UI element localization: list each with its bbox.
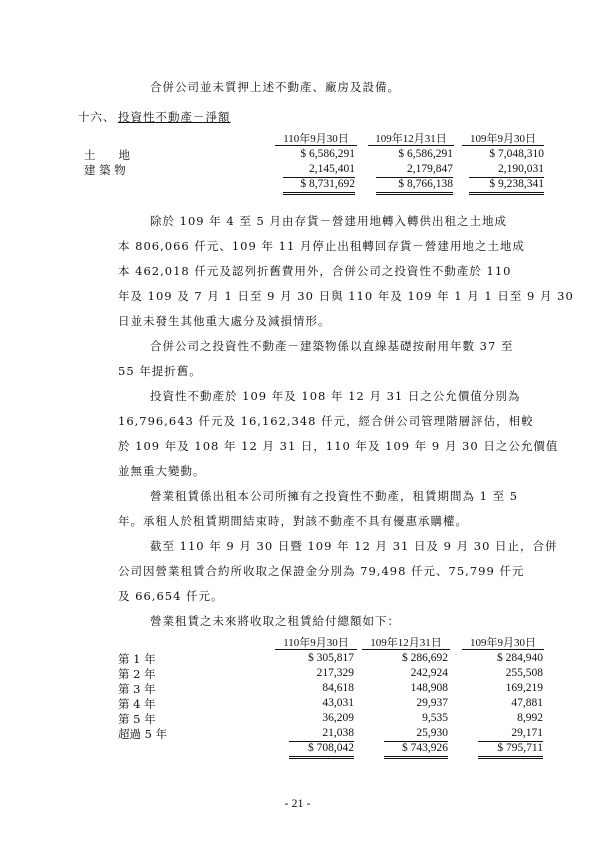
table2-cell: $ 305,817 <box>308 652 354 664</box>
table2-cell: $ 286,692 <box>402 652 448 664</box>
table1-cell: 2,190,031 <box>498 163 544 175</box>
paragraph-line: 日並未發生其他重大處分及減損情形。 <box>118 314 331 328</box>
table2-label: 第 1 年 <box>118 652 156 666</box>
table1-cell: 2,145,401 <box>309 163 355 175</box>
paragraph-line: 營業租賃係出租本公司所擁有之投資性不動產，租賃期間為 1 至 5 <box>150 489 519 503</box>
table2-total: $ 743,926 <box>402 742 448 754</box>
table2-label: 超過 5 年 <box>118 727 168 741</box>
paragraph-line: 本 806,066 仟元、109 年 11 月停止出租轉回存貨－營建用地之土地成 <box>118 239 525 253</box>
table1-header-1: 110年9月30日 <box>283 133 349 145</box>
table2-cell: 8,992 <box>517 712 543 724</box>
table2-cell: 47,881 <box>511 697 543 709</box>
table2-cell: 217,329 <box>316 667 354 679</box>
table1-cell: $ 6,586,291 <box>300 148 355 160</box>
table2-label: 第 2 年 <box>118 667 156 681</box>
table2-header-2: 109年12月31日 <box>370 637 442 649</box>
table2-total: $ 795,711 <box>497 742 543 754</box>
paragraph-line: 本 462,018 仟元及認列折舊費用外，合併公司之投資性不動產於 110 <box>118 264 512 278</box>
table1-cell: $ 7,048,310 <box>489 148 544 160</box>
table2-cell: 255,508 <box>505 667 543 679</box>
table1-cell: 2,179,847 <box>407 163 453 175</box>
table1-label-building: 建 築 物 <box>84 163 126 177</box>
table1-total: $ 8,766,138 <box>398 178 453 190</box>
paragraph-line: 投資性不動產於 109 年及 108 年 12 月 31 日之公允價值分別為 <box>150 389 521 403</box>
paragraph-line: 截至 110 年 9 月 30 日暨 109 年 12 月 31 日及 9 月 30 日止，合併 <box>150 539 558 553</box>
table2-cell: 25,930 <box>416 727 448 739</box>
paragraph-line: 16,796,643 仟元及 16,162,348 仟元，經合併公司管理階層評估，相較 <box>118 414 534 428</box>
table2-cell: 84,618 <box>322 682 354 694</box>
table2-cell: 36,209 <box>322 712 354 724</box>
table2-label: 第 5 年 <box>118 712 156 726</box>
table2-header-1: 110年9月30日 <box>283 637 349 649</box>
paragraph-line: 及 66,654 仟元。 <box>118 589 224 603</box>
table2-cell: 242,924 <box>410 667 448 679</box>
paragraph-line: 並無重大變動。 <box>118 464 206 478</box>
paragraph-line: 除於 109 年 4 至 5 月由存貨－營建用地轉入轉供出租之土地成 <box>150 214 508 228</box>
paragraph-line: 年。承租人於租賃期間結束時，對該不動產不具有優惠承購權。 <box>118 514 468 528</box>
table1-header-2: 109年12月31日 <box>375 133 447 145</box>
table2-label: 第 4 年 <box>118 697 156 711</box>
table2-cell: 148,908 <box>410 682 448 694</box>
paragraph-line: 55 年提折舊。 <box>118 364 202 378</box>
paragraph-6: 營業租賃之未來將收取之租賃給付總額如下： <box>150 614 400 628</box>
table2-cell: 21,038 <box>322 727 354 739</box>
table1-total: $ 9,238,341 <box>489 178 544 190</box>
table1-cell: $ 6,586,291 <box>398 148 453 160</box>
page-number: - 21 - <box>284 796 311 810</box>
table1-header-3: 109年9月30日 <box>470 133 536 145</box>
section-number: 十六、 <box>78 110 116 124</box>
table1-label-land: 土 地 <box>84 148 130 162</box>
table2-cell: 29,171 <box>511 727 543 739</box>
table2-cell: 9,535 <box>422 712 448 724</box>
section-title: 投資性不動產－淨額 <box>118 110 231 124</box>
paragraph-line: 年及 109 及 7 月 1 日至 9 月 30 日與 110 年及 109 年 1 月 1 日至 9 月 30 <box>118 289 574 303</box>
paragraph-line: 公司因營業租賃合約所收取之保證金分別為 79,498 仟元、75,799 仟元 <box>118 564 525 578</box>
paragraph-line: 於 109 年及 108 年 12 月 31 日，110 年及 109 年 9 月 30 日之公允價值 <box>118 439 559 453</box>
table2-label: 第 3 年 <box>118 682 156 696</box>
table2-cell: 43,031 <box>322 697 354 709</box>
table2-total: $ 708,042 <box>308 742 354 754</box>
table1-total: $ 8,731,692 <box>300 178 355 190</box>
table2-cell: 29,937 <box>416 697 448 709</box>
table2-cell: $ 284,940 <box>497 652 543 664</box>
table2-cell: 169,219 <box>505 682 543 694</box>
table2-header-3: 109年9月30日 <box>470 637 536 649</box>
intro-text: 合併公司並未質押上述不動產、廠房及設備。 <box>150 80 400 94</box>
paragraph-line: 合併公司之投資性不動產－建築物係以直線基礎按耐用年數 37 至 <box>150 339 514 353</box>
